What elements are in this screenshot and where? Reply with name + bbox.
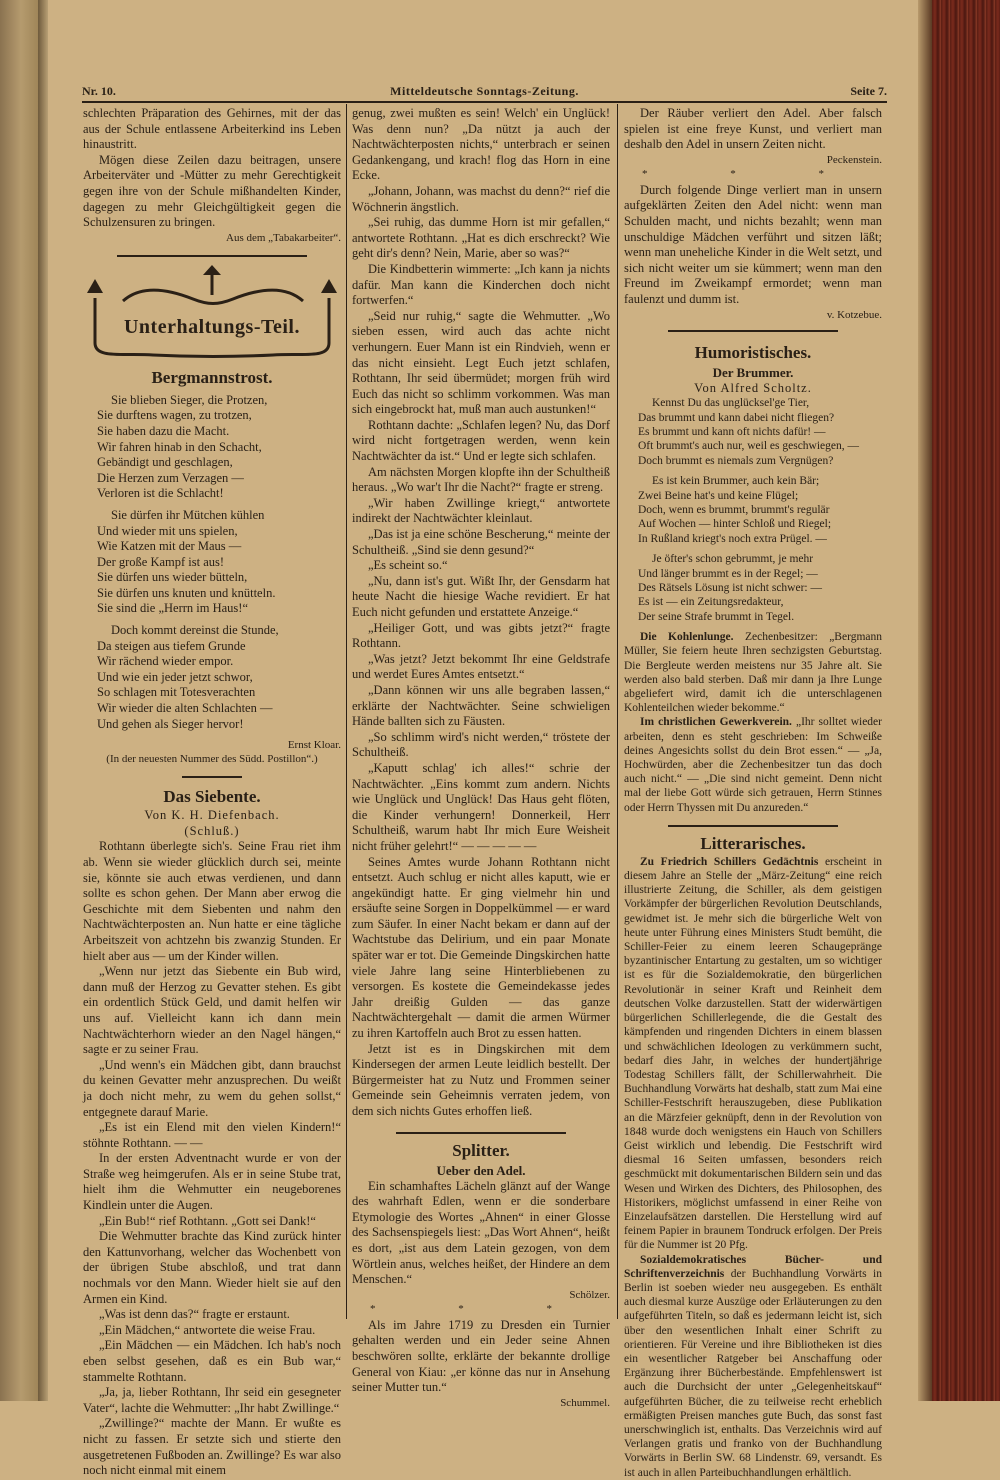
source-credit: Schölzer. bbox=[569, 1288, 610, 1301]
paragraph bbox=[624, 855, 882, 1253]
poem-stanza bbox=[624, 396, 882, 468]
paragraph: „Ein Mädchen,“ antwortete die weise Frau. bbox=[99, 1322, 316, 1337]
divider bbox=[117, 255, 307, 257]
article-title: Der Brummer. bbox=[712, 364, 794, 380]
poem-line: Der große Kampf ist aus! bbox=[97, 554, 225, 569]
paragraph: „Johann, Johann, was machst du denn?“ rief die Wöchnerin ängstlich. bbox=[352, 183, 610, 214]
paragraph: Durch folgende Dinge verliert man in unsern aufgeklärten Zeiten den Adel nicht: wenn man Schulden macht, und nichts bezahlt; wenn man unschuldige Mädchen verführt und sitzen läßt; wenn man uneheliche Kinder in die Welt setzt, und sich nicht weiter um sie kümmert; wenn man den Freund im Zweikampf ermordet; wenn man faulenzt und dumm ist. bbox=[624, 182, 882, 306]
poem-title: Bergmannstrost. bbox=[151, 367, 273, 387]
poem-stanza bbox=[83, 508, 341, 617]
paragraph: Rothtann dachte: „Schlafen legen? Nu, das Dorf wird nicht fortgetragen werden, wenn kein Nachtwächter da ist.“ Und er legte sich schlafen. bbox=[352, 417, 610, 464]
section-title: Litterarisches. bbox=[700, 833, 806, 853]
poem-line: Es ist — ein Zeitungsredakteur, bbox=[638, 596, 784, 609]
poem-line: Sie dürfen ihr Mütchen kühlen bbox=[111, 507, 265, 522]
poem-line: Gebändigt und geschlagen, bbox=[97, 455, 233, 470]
column-divider bbox=[346, 104, 347, 1319]
paragraph: „Zwillinge?“ machte der Mann. Er wußte es nicht zu fassen. Er setzte sich und stierte den ausgetretenen Fußboden an. Zwillinge? Es war also noch nicht einmal mit einem bbox=[83, 1416, 341, 1478]
paragraph: „Nu, dann ist's gut. Wißt Ihr, der Gensdarm hat heute Nacht die hiesige Wache revidiert. Er hat Euch nicht gefunden und erstattete Anzeige.“ bbox=[352, 573, 610, 619]
paragraph: „Kaputt schlag' ich alles!“ schrie der Nachtwächter. „Eins kommt zum andern. Nichts wie Unglück und Unglück! Das Haus geht flöten, die Kinder verhungern! Donnerkeil, Herr Schultheiß, warum habt Ihr mich Eure Weisheit nicht früher gelehrt!“ — — — — — bbox=[352, 760, 610, 853]
newspaper-title: Mitteldeutsche Sonntags-Zeitung. bbox=[390, 84, 579, 98]
page-edge-shadow bbox=[918, 0, 932, 1401]
section-title: Splitter. bbox=[452, 1140, 510, 1160]
previous-page-edge bbox=[0, 0, 38, 1401]
header-rule bbox=[82, 101, 887, 103]
paragraph: Die Kindbetterin wimmerte: „Ich kann ja nichts dafür. Man kann die Kinderchen doch nicht fortwerfen.“ bbox=[352, 261, 610, 308]
column-2 bbox=[352, 106, 610, 1410]
story-note: (Schluß.) bbox=[184, 823, 240, 838]
paragraph: Seines Amtes wurde Johann Rothtann nicht entsetzt. Auch schlug er nicht alles kaputt, wie er angekündigt hatte. Er ging vielmehr hin und ersäufte seine Sorgen in Doppelkümmel — er ward zum Säufer. In einer Nacht bekam er dann auf der Wachtstube das Delirium, und ein paar Monate später war er tot. Die Gemeinde Dingskirchen hatte viele Jahre lang seine Hinterbliebenen zu versorgen. Es kostete die Gemeindekasse jedes Jahr dreißig Gulden — das ganze Nachtwächtergehalt — damit die armen Würmer zu ihren Kartoffeln auch Brot zu essen hatten. bbox=[352, 854, 610, 1041]
paragraph-text: „Ihr solltet wieder arbeiten, denn es steht geschrieben: Im Schweiße deines Angesichts sollst du dein Brot essen.“ — „Ja, Hochwürden, aber die Zechenbesitzer tun das doch auch nicht.“ — „Die sind nicht gemeint. Denn nicht mal der liebe Gott würde sich getrauen, Herrn Stinnes oder Herrn Thyssen mit Du anzureden.“ bbox=[624, 716, 882, 814]
poem-line: Sie blieben Sieger, die Protzen, bbox=[111, 392, 268, 407]
paragraph-text: erscheint in diesem Jahre an Stelle der „März-Zeitung“ eine reich illustrierte Zeitung, die Schiller, als dem geistigen Vorkämpfer der bürgerlichen Revolution Deutschlands, gewidmet ist. Je mehr sich die bürgerliche Welt von heute unter Führung eines Ministers Studt bemüht, die Schiller-Feier zu einem leeren Schaugepränge byzantinischer Entartung zu gestalten, um so wichtiger ist es für die Sozialdemokratie, den bürgerlichen Revolutionär in seiner Kraft und Reinheit dem deutschen Volke darzustellen. Statt der widerwärtigen bürgerlichen Schillerlegende, die die Gestalt des kämpfenden und ringenden Dichters in einem blassen und schwächlichen Ideologen zu verkümmern sucht, bedarf dies Jahr, in welches der hundertjährige Todestag Schillers fällt, der Schillerwahrheit. Die Buchhandlung Vorwärts hat deshalb, statt zum Mai eine Schiller-Festschrift herauszugeben, diese Publikation an die Märzfeier geknüpft, denn in der Revolution von 1848 wurde doch wenigstens ein Hauch von Schillers Geist wirklich und lebendig. Die Festschrift wird diesmal 16 Seiten umfassen, besonders reich geschmückt mit dokumentarischen Bildern sein und das Wesen und Wirken des Dichters, des Philosophen, des Historikers, möglichst umfassend in einer Reihe von Einzelaufsätzen darstellen. Die Herstellung wird auf feinem Papier in braunem Tondruck erfolgen. Der Preis für die Nummer ist 20 Pfg. bbox=[624, 855, 883, 1252]
section-title: Humoristisches. bbox=[694, 342, 812, 362]
poem bbox=[624, 396, 882, 624]
book-binding bbox=[932, 0, 1000, 1401]
separator-stars: * * * bbox=[642, 167, 864, 180]
poem bbox=[83, 393, 341, 732]
article-title: Ueber den Adel. bbox=[436, 1162, 526, 1178]
paragraph: In der ersten Adventnacht wurde er von der Straße weg heimgerufen. Als er in seine Stube trat, hielt ihm die Wehmutter ein neugeborenes Kindlein unter die Augen. bbox=[83, 1151, 341, 1213]
poem-line: Wir wieder die alten Schlachten — bbox=[97, 701, 273, 716]
poem-author: Ernst Kloar. bbox=[287, 739, 341, 752]
poem-line: Sie haben dazu die Macht. bbox=[97, 423, 230, 438]
story-title: Das Siebente. bbox=[163, 787, 261, 807]
poem-line: Wir rächend wieder empor. bbox=[97, 654, 234, 669]
poem-line: Verloren ist die Schlacht! bbox=[97, 486, 224, 501]
paragraph: „Seid nur ruhig,“ sagte die Wehmutter. „Wo sieben essen, wird auch das achte nicht verhungern. Euer Mann ist ein Rindvieh, wenn er das nicht einsieht. Legt Euch jetzt schlafen, Rothtann, Ihr seid übermüdet; morgen früh wird Euch das nicht so schlimm vorkommen. Was man sich eingebrockt hat, muß man auch austunken!“ bbox=[352, 308, 610, 417]
poem-line: Sie dürfen uns wieder bütteln, bbox=[97, 570, 248, 585]
column-1 bbox=[83, 106, 341, 1479]
poem-line: Wie Katzen mit der Maus — bbox=[97, 539, 242, 554]
paragraph: „Was jetzt? Jetzt bekommt Ihr eine Geldstrafe und werdet Eures Amtes entsetzt.“ bbox=[352, 651, 610, 682]
poem-line: Es brummt und kann oft nichts dafür! — bbox=[638, 425, 826, 438]
paragraph bbox=[624, 630, 882, 715]
poem-line: Und länger brummt es in der Regel; — bbox=[638, 567, 818, 580]
paragraph bbox=[624, 715, 882, 814]
paragraph: Jetzt ist es in Dingskirchen mit dem Kindersegen der armen Leute leidlich bestellt. Der Bürgermeister hat zu Nutz und Frommen seiner Gemeinde sein Geheimnis verraten jedem, von dem sich nichts Gutes erhoffen ließ. bbox=[352, 1041, 610, 1118]
article-lead: Die Kohlenlunge. bbox=[640, 631, 734, 644]
poem-line: So schlagen mit Totesverachten bbox=[97, 685, 256, 700]
paragraph: genug, zwei mußten es sein! Welch' ein Unglück! Was denn nun? „Da nützt ja auch der Nachtwächterposten nichts,“ unterbrach er seinen Gedankengang, und krach! flog das Horn in eine Ecke. bbox=[352, 106, 610, 183]
poem-line: Wir fahren hinab in den Schacht, bbox=[97, 439, 262, 454]
poem-line: Und wieder mit uns spielen, bbox=[97, 523, 238, 538]
poem-line: Sie durftens wagen, zu trotzen, bbox=[97, 408, 252, 423]
poem-line: Doch, wenn es brummt, brummt's regulär bbox=[638, 503, 830, 516]
paragraph-text: Zechenbesitzer: „Bergmann Müller, Sie feiern heute Ihren sechzigsten Geburtstag. Die Bergleute werden meistens nur 35 Jahre alt. Sie werden also bald sterben. Daß mir dann ja Ihre Lunge abgeliefert wird, damit ich die unterschlagenen Kohlenteilchen wieder bekomme.“ bbox=[624, 631, 883, 715]
poem-line: Das brummt und kann dabei nicht fliegen? bbox=[638, 411, 835, 424]
paragraph: „Wir haben Zwillinge kriegt,“ antwortete indirekt der Nachtwächter kleinlaut. bbox=[352, 495, 610, 526]
article-lead: Sozialdemokratisches Bücher- und Schriftenverzeichnis bbox=[624, 1253, 882, 1280]
paragraph: Rothtann überlegte sich's. Seine Frau riet ihm ab. Wenn sie wieder glücklich durch sei, meinte sie, könnte sie auch etwas verdienen, und dann sollte es schon gehen. Der Mann aber erwog die Geschichte mit dem Siebenten und nahm den Nachtwächterposten an. Nun hatte er eine tägliche Arbeitszeit von achtzehn bis zwanzig Stunden. Er hielt aber aus — um der Kinder willen. bbox=[83, 839, 341, 963]
paragraph: „Dann können wir uns alle begraben lassen,“ erklärte der Nachtwächter. Seine schwieligen Hände ballten sich zu Fäusten. bbox=[352, 682, 610, 729]
divider bbox=[396, 1132, 566, 1134]
source-credit: v. Kotzebue. bbox=[826, 308, 882, 321]
page-number: Seite 7. bbox=[850, 84, 887, 98]
paragraph: „Sei ruhig, das dumme Horn ist mir gefallen,“ antwortete Rothtann. „Hat es dich erschreckt? Wie geht dir's denn? Nein, Marie, aber so was?“ bbox=[352, 215, 610, 261]
article-lead: Im christlichen Gewerkverein. bbox=[640, 716, 792, 729]
divider bbox=[668, 825, 838, 827]
paragraph: Mögen diese Zeilen dazu beitragen, unsere Arbeiterväter und -Mütter zu mehr Gerechtigkeit gegen ihre von der Schule mißhandelten Kinder, dagegen zu mehr Gleichgültigkeit gegen die Schulzensuren zu bringen. bbox=[83, 152, 341, 230]
paragraph: Der Räuber verliert den Adel. Aber falsch spielen ist eine freye Kunst, und verliert man deshalb den Adel in unsern Zeiten nicht. bbox=[624, 106, 882, 152]
paragraph: „Ja, ja, lieber Rothtann, Ihr seid ein gesegneter Vater“, lachte die Wehmutter: „Ihr habt Zwillinge.“ bbox=[83, 1385, 341, 1415]
poem-line: Kennst Du das unglücksel'ge Tier, bbox=[652, 397, 810, 410]
poem-line: Auf Wochen — hinter Schloß und Riegel; bbox=[638, 518, 832, 531]
article-lead: Zu Friedrich Schillers Gedächtnis bbox=[640, 855, 819, 868]
poem-line: Und gehen als Sieger hervor! bbox=[97, 716, 244, 731]
page-gutter bbox=[38, 0, 48, 1401]
paragraph bbox=[624, 1253, 882, 1480]
separator-stars: * * * bbox=[370, 1302, 592, 1315]
paragraph: „Heiliger Gott, und was gibts jetzt?“ fragte Rothtann. bbox=[352, 620, 610, 651]
poem-line: Doch kommt dereinst die Stunde, bbox=[111, 623, 279, 638]
poem-line: Des Rätsels Lösung ist nicht schwer: — bbox=[638, 582, 822, 594]
section-banner bbox=[83, 263, 341, 363]
source-credit: Schummel. bbox=[560, 1396, 610, 1409]
paragraph: „Es ist ein Elend mit den vielen Kindern!“ stöhnte Rothtann. — — bbox=[83, 1120, 341, 1150]
section-banner-title: Unterhaltungs-Teil. bbox=[123, 315, 300, 338]
page-header bbox=[82, 84, 887, 100]
paragraph: „Und wenn's ein Mädchen gibt, dann brauchst du keinen Gevatter mehr anzusprechen. Du weißt ja doch nicht mehr, zu wem du gehen sollst,“ entgegnete darauf Marie. bbox=[83, 1057, 341, 1119]
paragraph: Ein schamhaftes Lächeln glänzt auf der Wange des wahrhaft Edlen, wenn er die sonderbare Etymologie des Wortes „Ahnen“ in einer Glosse des Sachsenspiegels liest: „Das Wort Ahnen“, heißt es dort, „ist aus dem Latein gezogen, von dem Wörtlein anus, welches heißet, der Hindere an dem Menschen.“ bbox=[352, 1178, 610, 1287]
poem-line: Sie dürfen uns knuten und knütteln. bbox=[97, 585, 276, 600]
poem-line: Der seine Strafe brummt in Tegel. bbox=[638, 610, 795, 623]
article-byline: Von Alfred Scholtz. bbox=[694, 380, 812, 395]
paragraph: „Wenn nur jetzt das Siebente ein Bub wird, dann muß der Herzog zu Gevatter stehen. Es gibt ein ordentlich Stück Geld, und damit helfen wir uns auf. Vielleicht kann ich dann mein Nachtwächterhorn wieder an den Nagel hängen,“ sagte er zu seiner Frau. bbox=[83, 964, 341, 1057]
divider bbox=[182, 776, 242, 778]
banner-ornament-icon bbox=[83, 263, 341, 363]
poem-stanza bbox=[624, 552, 882, 624]
column-3 bbox=[624, 106, 882, 1480]
poem-line: Es ist kein Brummer, auch kein Bär; bbox=[652, 475, 820, 488]
paragraph-text: der Buchhandlung Vorwärts in Berlin ist soeben wieder neu ausgegeben. Es enthält auch diesmal kurze Auszüge oder Erläuterungen zu den aufgeführten Titeln, so daß es jedermann leicht ist, sich über den wesentlichen Inhalt einer Schrift zu orientieren. Für Vereine und ihre Bibliotheken ist dies ein wesentlicher Ratgeber bei Anschaffung oder Ergänzung ihrer Bücherbestände. Empfehlenswert ist auch die Durchsicht der unter „Gelegenheitskauf“ aufgeführten Bücher, die zu teilweise recht erheblich ermäßigten Preisen manches gute Buch, das sonst fast unerschwinglich ist, enthalts. Das Verzeichnis wird auf Verlangen gratis und franko von der Buchhandlung Vorwärts in Berlin SW. 68 Lindenstr. 69, versandt. Es ist auch in allen Parteibuchhandlungen erhältlich. bbox=[624, 1267, 883, 1479]
paragraph: Als im Jahre 1719 zu Dresden ein Turnier gehalten werden und ein Jeder seine Ahnen beschwören sollte, erklärte der bekannte drollige General von Kiau: „er könne das nur in Ansehung seiner Mutter tun.“ bbox=[352, 1317, 610, 1395]
poem-line: Doch brummt es niemals zum Vergnügen? bbox=[638, 454, 834, 467]
poem-source: (In der neuesten Nummer des Südd. Postillon“.) bbox=[106, 753, 318, 766]
paragraph: Am nächsten Morgen klopfte ihn der Schultheiß heraus. „Wo war't Ihr die Nacht?“ fragte er streng. bbox=[352, 464, 610, 495]
poem-line: In Rußland kriegt's noch extra Prügel. — bbox=[638, 532, 827, 545]
poem-line: Sie sind die „Herrn im Haus!“ bbox=[97, 601, 249, 616]
poem-line: Zwei Beine hat's und keine Flügel; bbox=[638, 489, 799, 502]
paragraph: „So schlimm wird's nicht werden,“ tröstete der Schultheiß. bbox=[352, 729, 610, 760]
issue-number: Nr. 10. bbox=[82, 84, 116, 98]
poem-stanza bbox=[624, 474, 882, 546]
paragraph: „Ein Mädchen — ein Mädchen. Ich hab's noch eben selbst gesehen, daß es ein Bub war,“ stammelte Rothtann. bbox=[83, 1338, 341, 1384]
poem-line: Da steigen aus tiefem Grunde bbox=[97, 638, 246, 653]
poem-line: Und wie ein jeder jetzt schwor, bbox=[97, 669, 253, 684]
paragraph: „Es scheint so.“ bbox=[368, 558, 448, 573]
source-credit: Aus dem „Tabakarbeiter“. bbox=[226, 231, 341, 244]
paragraph: „Ein Bub!“ rief Rothtann. „Gott sei Dank!“ bbox=[99, 1213, 316, 1228]
source-credit: Peckenstein. bbox=[826, 153, 882, 166]
paragraph: schlechten Präparation des Gehirnes, mit der das aus der Schule entlassene Arbeiterkind ins Leben hinaustritt. bbox=[83, 106, 341, 152]
paragraph: „Was ist denn das?“ fragte er erstaunt. bbox=[99, 1307, 290, 1322]
poem-stanza bbox=[83, 623, 341, 732]
poem-line: Die Herzen zum Verzagen — bbox=[97, 470, 244, 485]
column-divider bbox=[617, 104, 618, 1319]
poem-line: Je öfter's schon gebrummt, je mehr bbox=[652, 553, 814, 566]
divider bbox=[668, 330, 838, 332]
story-byline: Von K. H. Diefenbach. bbox=[144, 808, 280, 823]
paragraph: „Das ist ja eine schöne Bescherung,“ meinte der Schultheiß. „Sind sie denn gesund?“ bbox=[352, 527, 610, 557]
paragraph: Die Wehmutter brachte das Kind zurück hinter den Kattunvorhang, welcher das Wochenbett von der übrigen Stube abschloß, und trat dann nochmals vor den Mann. Wieder hielt sie auf den Armen ein Kind. bbox=[83, 1229, 341, 1306]
poem-stanza bbox=[83, 393, 341, 502]
poem-line: Oft brummt's auch nur, weil es geschwiegen, — bbox=[638, 440, 860, 453]
